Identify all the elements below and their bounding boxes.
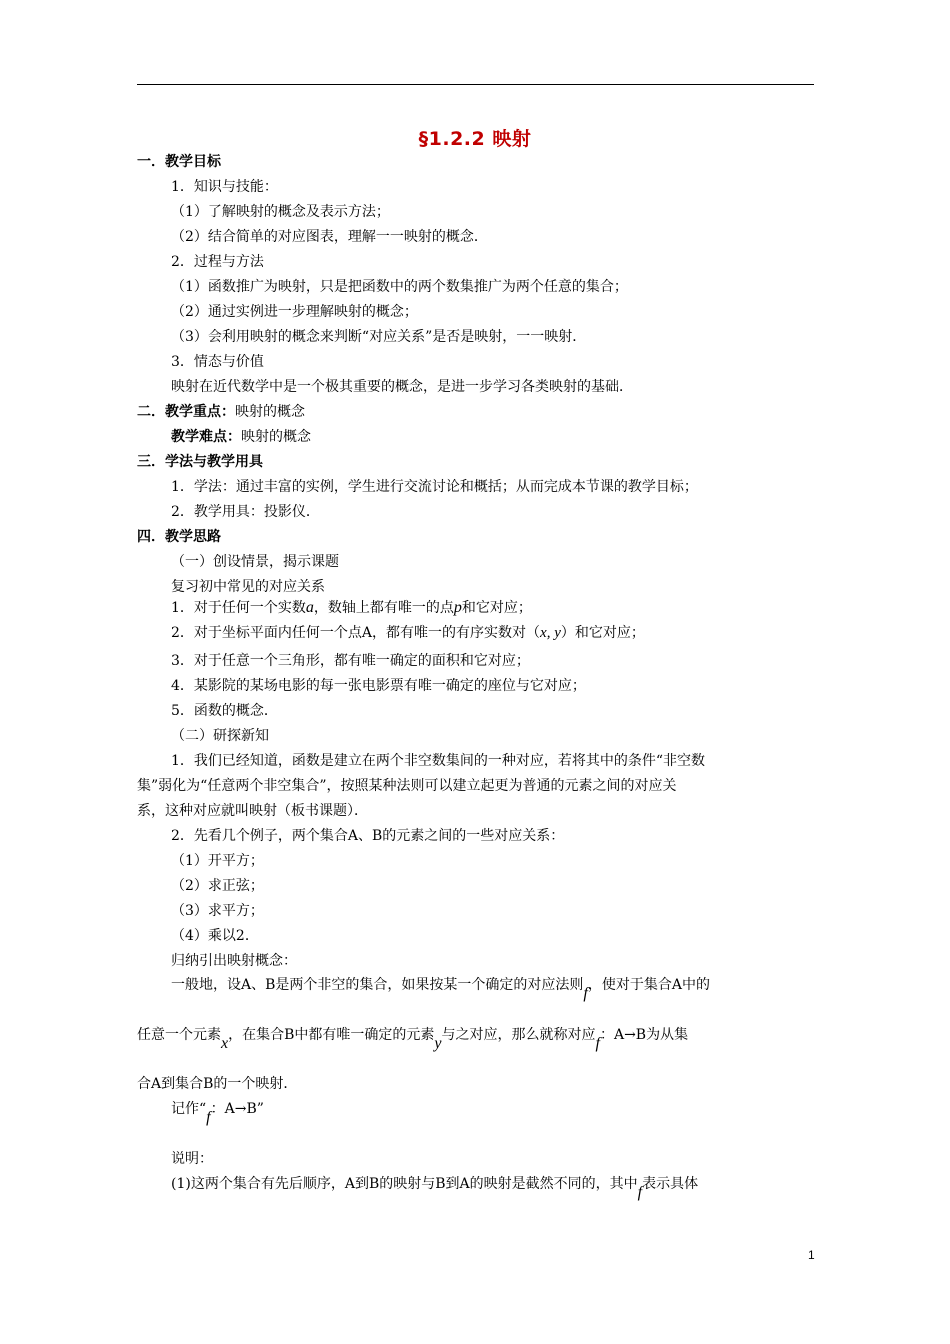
math-var-p: p — [453, 599, 462, 616]
definition-text: ，在集合B中都有唯一确定的元素 — [228, 1027, 435, 1043]
difficulty-label: 教学难点： — [171, 429, 241, 445]
objective-line: 映射在近代数学中是一个极其重要的概念，是进一步学习各类映射的基础． — [171, 379, 633, 395]
paragraph-line: 归纳引出映射概念： — [171, 953, 297, 969]
key-point-text: 映射的概念 — [235, 404, 305, 420]
example-item — [171, 624, 645, 642]
paragraph-line: 系，这种对应就叫映射（板书课题）． — [137, 803, 368, 819]
objective-line: （2）结合简单的对应图表，理解一一映射的概念． — [171, 229, 488, 245]
example-text: 和它对应； — [461, 600, 532, 616]
paragraph-line: 集”弱化为“任意两个非空集合”，按照某种法则可以建立起更为普通的元素之间的对应关 — [137, 778, 677, 794]
notation-text: 记作“ — [171, 1101, 207, 1117]
example-text: 2．对于坐标平面内任何一个点A，都有唯一的有序实数对（ — [171, 625, 541, 641]
notation-line — [171, 1100, 264, 1126]
note-text: (1)这两个集合有先后顺序，A到B的映射与B到A的映射是截然不同的，其中 — [171, 1176, 638, 1192]
math-var-f: f — [206, 1109, 211, 1126]
definition-text: 一般地，设A、B是两个非空的集合，如果按某一个确定的对应法则 — [171, 977, 584, 993]
objective-line: （3）会利用映射的概念来判断“对应关系”是否是映射，一一映射． — [171, 329, 587, 345]
example-item: （3）求平方； — [171, 903, 264, 919]
example-item: （2）求正弦； — [171, 878, 264, 894]
example-item — [171, 599, 532, 617]
subsection-title: （一）创设情景，揭示课题 — [171, 554, 339, 570]
paragraph-line: 1．我们已经知道，函数是建立在两个非空数集间的一种对应，若将其中的条件“非空数 — [171, 753, 706, 769]
definition-line — [171, 976, 710, 1002]
example-item: 4．某影院的某场电影的每一张电影票有唯一确定的座位与它对应； — [171, 678, 586, 694]
definition-text: ：A→B为从集 — [599, 1027, 689, 1043]
section-heading-key-point: 二．教学重点： — [137, 404, 235, 420]
method-line: 1．学法：通过丰富的实例，学生进行交流讨论和概括；从而完成本节课的教学目标； — [171, 479, 698, 495]
notation-text: ：A→B” — [210, 1101, 264, 1117]
key-point-line — [137, 403, 305, 421]
math-var-f: f — [583, 985, 588, 1002]
header-rule — [137, 84, 814, 85]
method-line: 2．教学用具：投影仪． — [171, 504, 320, 520]
note-line — [171, 1175, 699, 1201]
difficulty-line — [171, 428, 311, 446]
example-item: 5．函数的概念． — [171, 703, 278, 719]
math-var-y: y — [434, 1035, 442, 1052]
objective-line: 1．知识与技能： — [171, 179, 278, 195]
example-item: （4）乘以2． — [171, 928, 259, 944]
definition-text: 与之对应，那么就称对应 — [441, 1027, 596, 1043]
page-title: §1.2.2 映射 — [418, 128, 532, 150]
math-var-f: f — [595, 1035, 600, 1052]
paragraph: 复习初中常见的对应关系 — [171, 579, 325, 595]
definition-line — [137, 1026, 689, 1052]
math-var-x: x — [221, 1035, 229, 1052]
objective-line: 2．过程与方法 — [171, 254, 264, 270]
objective-line: （1）了解映射的概念及表示方法； — [171, 204, 390, 220]
note-text: 表示具体 — [642, 1176, 699, 1192]
example-text: 1．对于任何一个实数 — [171, 600, 306, 616]
example-text: ）和它对应； — [560, 625, 645, 641]
objective-line: （2）通过实例进一步理解映射的概念； — [171, 304, 418, 320]
note-label: 说明： — [171, 1151, 213, 1167]
math-var-f: f — [637, 1184, 643, 1201]
math-pair-xy: x, y — [540, 625, 561, 641]
definition-text: 任意一个元素 — [137, 1027, 221, 1043]
paragraph-line: 2．先看几个例子，两个集合A、B的元素之间的一些对应关系： — [171, 828, 565, 844]
section-heading-approach: 四．教学思路 — [137, 529, 221, 545]
difficulty-text: 映射的概念 — [241, 429, 311, 445]
example-text: ，数轴上都有唯一的点 — [313, 600, 454, 616]
objective-line: （1）函数推广为映射，只是把函数中的两个数集推广为两个任意的集合； — [171, 279, 628, 295]
section-heading-methods: 三．学法与教学用具 — [137, 454, 263, 470]
example-item: （1）开平方； — [171, 853, 264, 869]
example-item: 3．对于任意一个三角形，都有唯一确定的面积和它对应； — [171, 653, 530, 669]
definition-text: ，使对于集合A中的 — [587, 977, 710, 993]
definition-line: 合A到集合B的一个映射． — [137, 1076, 298, 1092]
page-number: 1 — [808, 1248, 815, 1262]
math-var-a: a — [305, 599, 314, 616]
subsection-title: （二）研探新知 — [171, 728, 269, 744]
section-heading-objectives: 一．教学目标 — [137, 154, 221, 170]
objective-line: 3．情态与价值 — [171, 354, 264, 370]
